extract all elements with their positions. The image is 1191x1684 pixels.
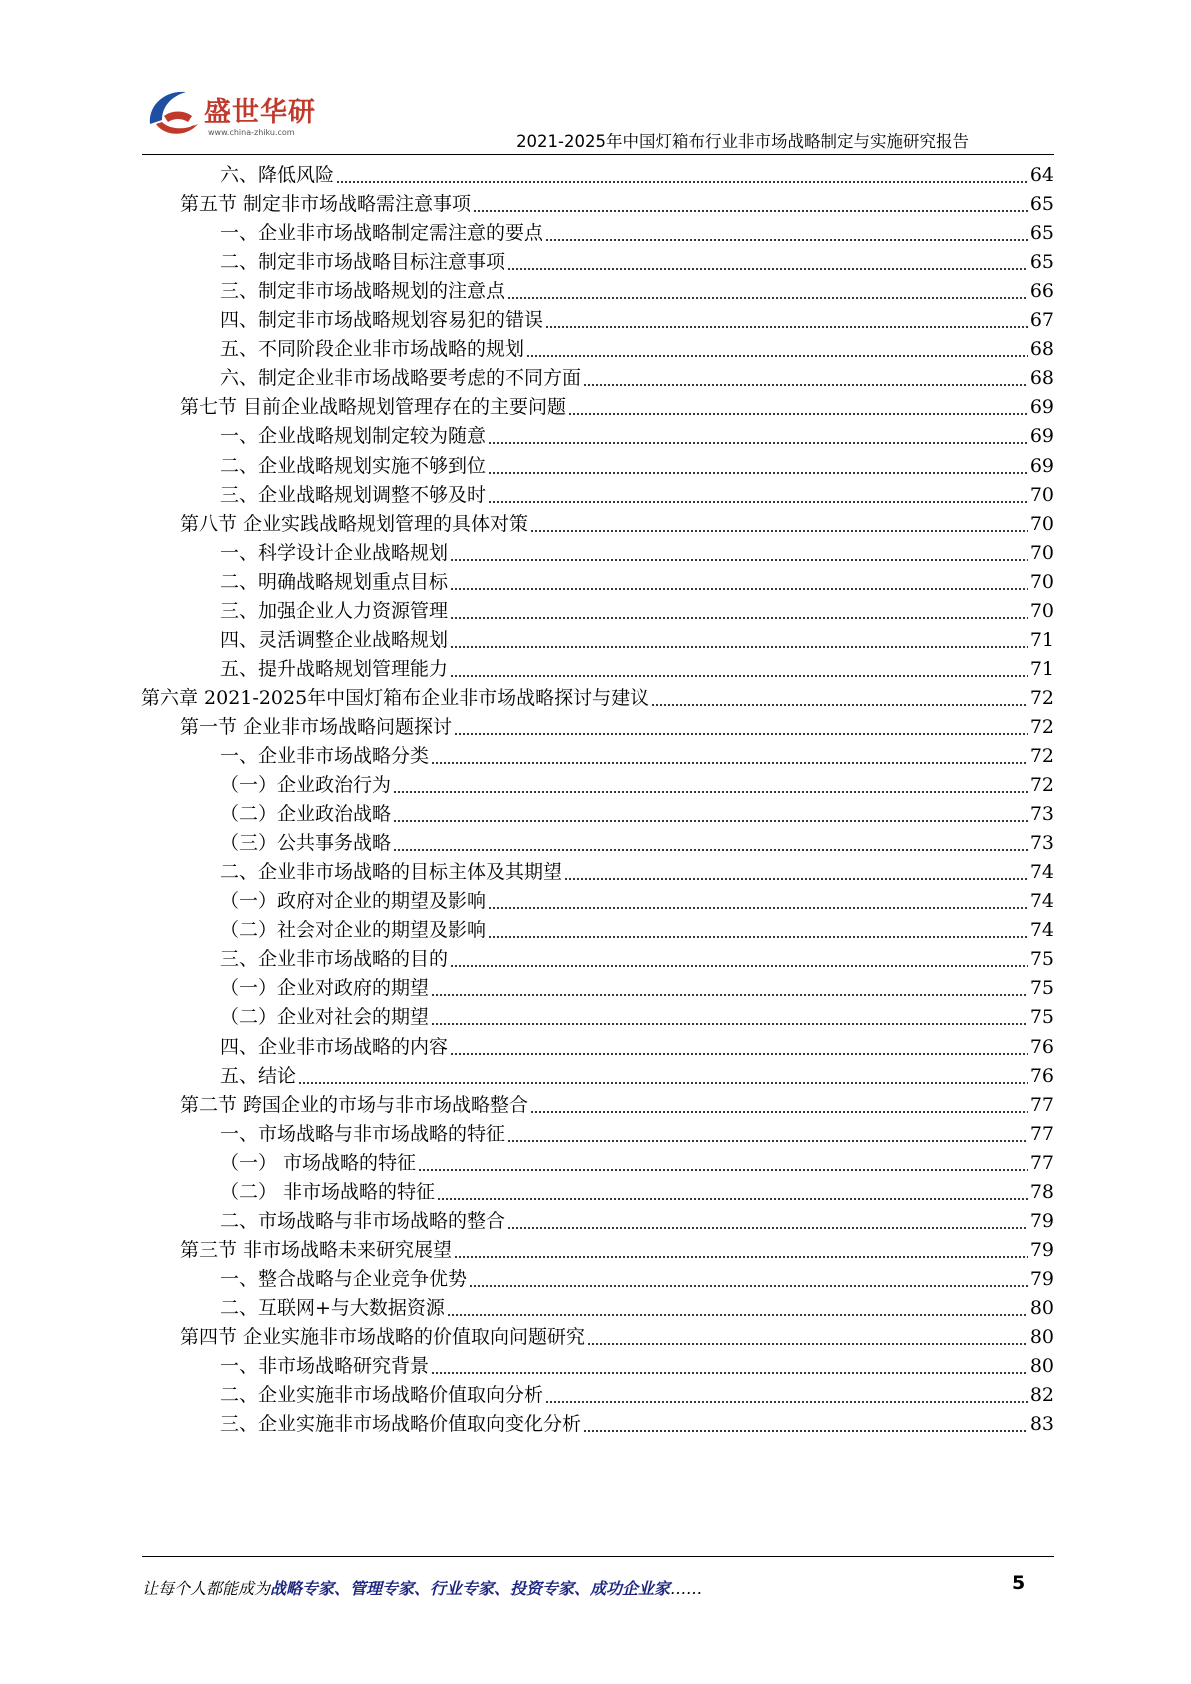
toc-entry[interactable] — [180, 509, 1054, 540]
toc-dot-leader — [450, 964, 1028, 968]
toc-entry-page: 74 — [1029, 890, 1054, 913]
toc-entry-title: 二、互联网+与大数据资源 — [220, 1296, 445, 1319]
toc-entry-page: 74 — [1029, 861, 1054, 884]
report-title: 2021-2025年中国灯箱布行业非市场战略制定与实施研究报告 — [516, 132, 969, 151]
toc-dot-leader — [488, 935, 1028, 939]
toc-dot-leader — [437, 1197, 1028, 1201]
toc-entry-title: 三、加强企业人力资源管理 — [220, 599, 449, 622]
toc-entry-page: 75 — [1029, 1006, 1054, 1029]
toc-entry-title: 一、市场战略与非市场战略的特征 — [220, 1122, 506, 1145]
toc-dot-leader — [526, 354, 1028, 358]
toc-entry-page: 71 — [1029, 657, 1054, 680]
toc-entry[interactable] — [141, 683, 1054, 714]
footer-prefix: 让每个人都能成为 — [142, 1579, 271, 1598]
toc-entry-title: 三、企业战略规划调整不够及时 — [220, 483, 487, 506]
footer-suffix: …… — [670, 1579, 703, 1598]
toc-entry[interactable] — [220, 1002, 1054, 1033]
toc-entry[interactable] — [180, 712, 1054, 743]
toc-entry-page: 83 — [1029, 1413, 1054, 1436]
toc-entry-title: （一）企业政治行为 — [220, 774, 392, 797]
toc-dot-leader — [298, 1081, 1028, 1085]
toc-entry[interactable] — [220, 1293, 1054, 1324]
toc-entry-page: 77 — [1029, 1122, 1054, 1145]
toc-entry-title: 三、企业非市场战略的目的 — [220, 948, 449, 971]
toc-entry-title: 第五节 制定非市场战略需注意事项 — [180, 193, 472, 216]
toc-dot-leader — [447, 1313, 1028, 1317]
toc-entry[interactable] — [220, 567, 1054, 598]
toc-dot-leader — [507, 1226, 1028, 1230]
toc-entry-page: 69 — [1029, 425, 1054, 448]
toc-dot-leader — [651, 703, 1028, 707]
toc-entry[interactable] — [180, 1322, 1054, 1353]
toc-entry-page: 72 — [1029, 745, 1054, 767]
toc-dot-leader — [488, 471, 1028, 475]
toc-entry-title: 六、制定企业非市场战略要考虑的不同方面 — [220, 367, 582, 390]
toc-entry-title: 四、企业非市场战略的内容 — [220, 1035, 449, 1058]
toc-entry-page: 66 — [1029, 280, 1054, 303]
toc-entry[interactable] — [220, 973, 1054, 1004]
toc-dot-leader — [454, 1255, 1028, 1259]
toc-entry-page: 79 — [1029, 1267, 1054, 1290]
toc-dot-leader — [545, 325, 1028, 329]
toc-entry-title: 五、结论 — [220, 1064, 297, 1087]
toc-entry-page: 70 — [1029, 570, 1054, 593]
toc-entry-title: 五、提升战略规划管理能力 — [220, 657, 449, 680]
toc-entry-page: 80 — [1029, 1355, 1054, 1378]
toc-entry-page: 82 — [1029, 1384, 1054, 1407]
toc-dot-leader — [450, 616, 1028, 620]
toc-entry[interactable] — [220, 1380, 1054, 1411]
logo-url: www.china-zhiku.com — [208, 128, 295, 137]
toc-entry-page: 71 — [1029, 628, 1054, 651]
toc-entry[interactable] — [180, 1090, 1054, 1121]
page-number: 5 — [1012, 1572, 1026, 1594]
toc-entry-page: 69 — [1029, 396, 1054, 419]
toc-dot-leader — [450, 558, 1028, 562]
toc-dot-leader — [568, 412, 1028, 416]
toc-entry[interactable] — [220, 247, 1054, 278]
toc-entry-title: 一、非市场战略研究背景 — [220, 1355, 430, 1378]
toc-dot-leader — [488, 500, 1028, 504]
toc-entry-page: 69 — [1029, 454, 1054, 477]
toc-entry-title: 六、降低风险 — [220, 164, 335, 186]
toc-entry[interactable] — [220, 1409, 1054, 1440]
toc-entry[interactable] — [220, 160, 1054, 191]
toc-dot-leader — [431, 993, 1028, 997]
logo-name: 盛世华研 — [204, 97, 316, 128]
toc-entry[interactable] — [220, 770, 1054, 801]
toc-entry-title: 第二节 跨国企业的市场与非市场战略整合 — [180, 1093, 529, 1116]
toc-entry[interactable] — [220, 857, 1054, 888]
toc-entry-page: 65 — [1029, 251, 1054, 274]
toc-dot-leader — [530, 1110, 1028, 1114]
toc-entry[interactable] — [220, 451, 1054, 482]
toc-entry[interactable] — [220, 1032, 1054, 1063]
toc-dot-leader — [418, 1168, 1028, 1172]
toc-entry-page: 79 — [1029, 1209, 1054, 1232]
toc-entry[interactable] — [220, 363, 1054, 394]
toc-entry-page: 64 — [1029, 164, 1054, 186]
toc-entry[interactable] — [220, 944, 1054, 975]
toc-entry-page: 70 — [1029, 599, 1054, 622]
toc-entry[interactable] — [220, 1351, 1054, 1382]
toc-entry[interactable] — [220, 828, 1054, 859]
toc-entry-page: 76 — [1029, 1035, 1054, 1058]
toc-entry[interactable] — [220, 886, 1054, 917]
footer-highlight: 战略专家、管理专家、行业专家、投资专家、成功企业家 — [270, 1579, 671, 1598]
toc-dot-leader — [583, 383, 1028, 387]
toc-entry-page: 77 — [1029, 1093, 1054, 1116]
toc-entry[interactable] — [220, 334, 1054, 365]
toc-entry-title: （二）社会对企业的期望及影响 — [220, 919, 487, 942]
toc-entry-page: 67 — [1029, 309, 1054, 332]
toc-dot-leader — [583, 1429, 1028, 1433]
toc-entry-title: （二）企业对社会的期望 — [220, 1006, 430, 1029]
toc-entry-title: 第四节 企业实施非市场战略的价值取向问题研究 — [180, 1326, 586, 1348]
toc-dot-leader — [450, 587, 1028, 591]
toc-entry[interactable] — [220, 1206, 1054, 1237]
toc-entry[interactable] — [220, 596, 1054, 627]
toc-dot-leader — [564, 877, 1028, 881]
logo-swirl-icon — [142, 84, 206, 148]
toc-entry[interactable] — [220, 1148, 1054, 1179]
toc-entry-title: 第八节 企业实践战略规划管理的具体对策 — [180, 512, 529, 535]
toc-entry-title: （一）政府对企业的期望及影响 — [220, 890, 487, 913]
toc-entry[interactable] — [220, 1177, 1054, 1208]
company-logo — [142, 84, 332, 148]
toc-dot-leader — [587, 1342, 1028, 1346]
toc-entry-title: 二、市场战略与非市场战略的整合 — [220, 1209, 506, 1232]
toc-dot-leader — [393, 790, 1028, 794]
toc-entry-page: 65 — [1029, 222, 1054, 245]
toc-entry-page: 74 — [1029, 919, 1054, 942]
toc-entry[interactable] — [220, 915, 1054, 946]
toc-entry[interactable] — [220, 480, 1054, 511]
toc-entry-page: 68 — [1029, 338, 1054, 361]
toc-entry[interactable] — [220, 799, 1054, 830]
toc-entry-page: 72 — [1029, 774, 1054, 797]
toc-entry-page: 68 — [1029, 367, 1054, 390]
toc-entry[interactable] — [220, 741, 1054, 772]
toc-entry-title: 第一节 企业非市场战略问题探讨 — [180, 715, 453, 738]
toc-entry-title: 三、企业实施非市场战略价值取向变化分析 — [220, 1413, 582, 1436]
toc-entry-title: 二、制定非市场战略目标注意事项 — [220, 251, 506, 274]
toc-entry-title: （二）企业政治战略 — [220, 803, 392, 826]
toc-entry-title: 三、制定非市场战略规划的注意点 — [220, 280, 506, 303]
toc-entry-page: 78 — [1029, 1180, 1054, 1203]
toc-entry[interactable] — [220, 625, 1054, 656]
toc-entry[interactable] — [220, 1264, 1054, 1295]
toc-entry-title: （三）公共事务战略 — [220, 832, 392, 855]
toc-dot-leader — [450, 1052, 1028, 1056]
toc-entry-page: 80 — [1029, 1296, 1054, 1319]
toc-entry[interactable] — [220, 305, 1054, 336]
toc-entry-page: 65 — [1029, 193, 1054, 216]
toc-entry[interactable] — [220, 1119, 1054, 1150]
toc-dot-leader — [431, 1022, 1028, 1026]
toc-entry-title: （一） 市场战略的特征 — [220, 1151, 417, 1174]
toc-entry-title: 一、企业非市场战略制定需注意的要点 — [220, 222, 544, 245]
toc-entry-title: 第六章 2021-2025年中国灯箱布企业非市场战略探讨与建议 — [141, 686, 650, 709]
toc-entry-page: 70 — [1029, 483, 1054, 506]
toc-entry-page: 73 — [1029, 832, 1054, 855]
toc-dot-leader — [530, 529, 1028, 533]
toc-entry-title: （一）企业对政府的期望 — [220, 977, 430, 1000]
toc-entry[interactable] — [220, 654, 1054, 685]
toc-entry-title: 一、科学设计企业战略规划 — [220, 541, 449, 564]
toc-entry[interactable] — [220, 1061, 1054, 1092]
toc-entry[interactable] — [180, 1235, 1054, 1266]
toc-entry-title: 四、灵活调整企业战略规划 — [220, 628, 449, 651]
toc-dot-leader — [545, 1400, 1028, 1404]
toc-dot-leader — [450, 645, 1028, 649]
toc-entry-title: 二、企业非市场战略的目标主体及其期望 — [220, 861, 563, 884]
footer-slogan — [142, 1576, 702, 1599]
toc-dot-leader — [488, 906, 1028, 910]
toc-entry-title: 一、企业战略规划制定较为随意 — [220, 425, 487, 448]
toc-dot-leader — [336, 180, 1028, 184]
toc-entry-page: 76 — [1029, 1064, 1054, 1087]
toc-entry-title: 第三节 非市场战略未来研究展望 — [180, 1238, 453, 1261]
toc-entry[interactable] — [220, 218, 1054, 249]
toc-dot-leader — [393, 819, 1028, 823]
toc-dot-leader — [450, 674, 1028, 678]
toc-entry-title: 一、整合战略与企业竞争优势 — [220, 1267, 468, 1290]
toc-dot-leader — [431, 1371, 1028, 1375]
toc-entry-title: 五、不同阶段企业非市场战略的规划 — [220, 338, 525, 361]
toc-dot-leader — [431, 761, 1028, 765]
toc-dot-leader — [507, 1139, 1028, 1143]
toc-dot-leader — [507, 296, 1028, 300]
toc-entry-title: 四、制定非市场战略规划容易犯的错误 — [220, 309, 544, 332]
toc-entry-page: 75 — [1029, 977, 1054, 1000]
toc-entry-title: （二） 非市场战略的特征 — [220, 1180, 436, 1203]
toc-entry[interactable] — [220, 276, 1054, 307]
toc-entry-page: 80 — [1029, 1326, 1054, 1348]
header-divider — [142, 154, 1054, 155]
toc-entry-page: 75 — [1029, 948, 1054, 971]
toc-entry-page: 72 — [1029, 715, 1054, 738]
toc-entry-title: 二、企业实施非市场战略价值取向分析 — [220, 1384, 544, 1407]
toc-entry-title: 二、企业战略规划实施不够到位 — [220, 454, 487, 477]
toc-entry-title: 一、企业非市场战略分类 — [220, 745, 430, 767]
toc-dot-leader — [454, 732, 1028, 736]
toc-entry-page: 72 — [1029, 686, 1054, 709]
toc-dot-leader — [473, 209, 1028, 213]
toc-entry[interactable] — [180, 392, 1054, 423]
toc-entry-page: 70 — [1029, 541, 1054, 564]
toc-entry-page: 79 — [1029, 1238, 1054, 1261]
toc-dot-leader — [393, 848, 1028, 852]
toc-entry-title: 第七节 目前企业战略规划管理存在的主要问题 — [180, 396, 567, 419]
toc-entry-page: 73 — [1029, 803, 1054, 826]
toc-dot-leader — [469, 1284, 1028, 1288]
toc-entry[interactable] — [220, 421, 1054, 452]
toc-entry-page: 77 — [1029, 1151, 1054, 1174]
toc-entry-title: 二、明确战略规划重点目标 — [220, 570, 449, 593]
toc-dot-leader — [545, 238, 1028, 242]
toc-dot-leader — [507, 267, 1028, 271]
footer-divider — [142, 1556, 1054, 1557]
toc-entry-page: 70 — [1029, 512, 1054, 535]
toc-entry[interactable] — [180, 189, 1054, 220]
toc-dot-leader — [488, 441, 1028, 445]
toc-entry[interactable] — [220, 538, 1054, 569]
